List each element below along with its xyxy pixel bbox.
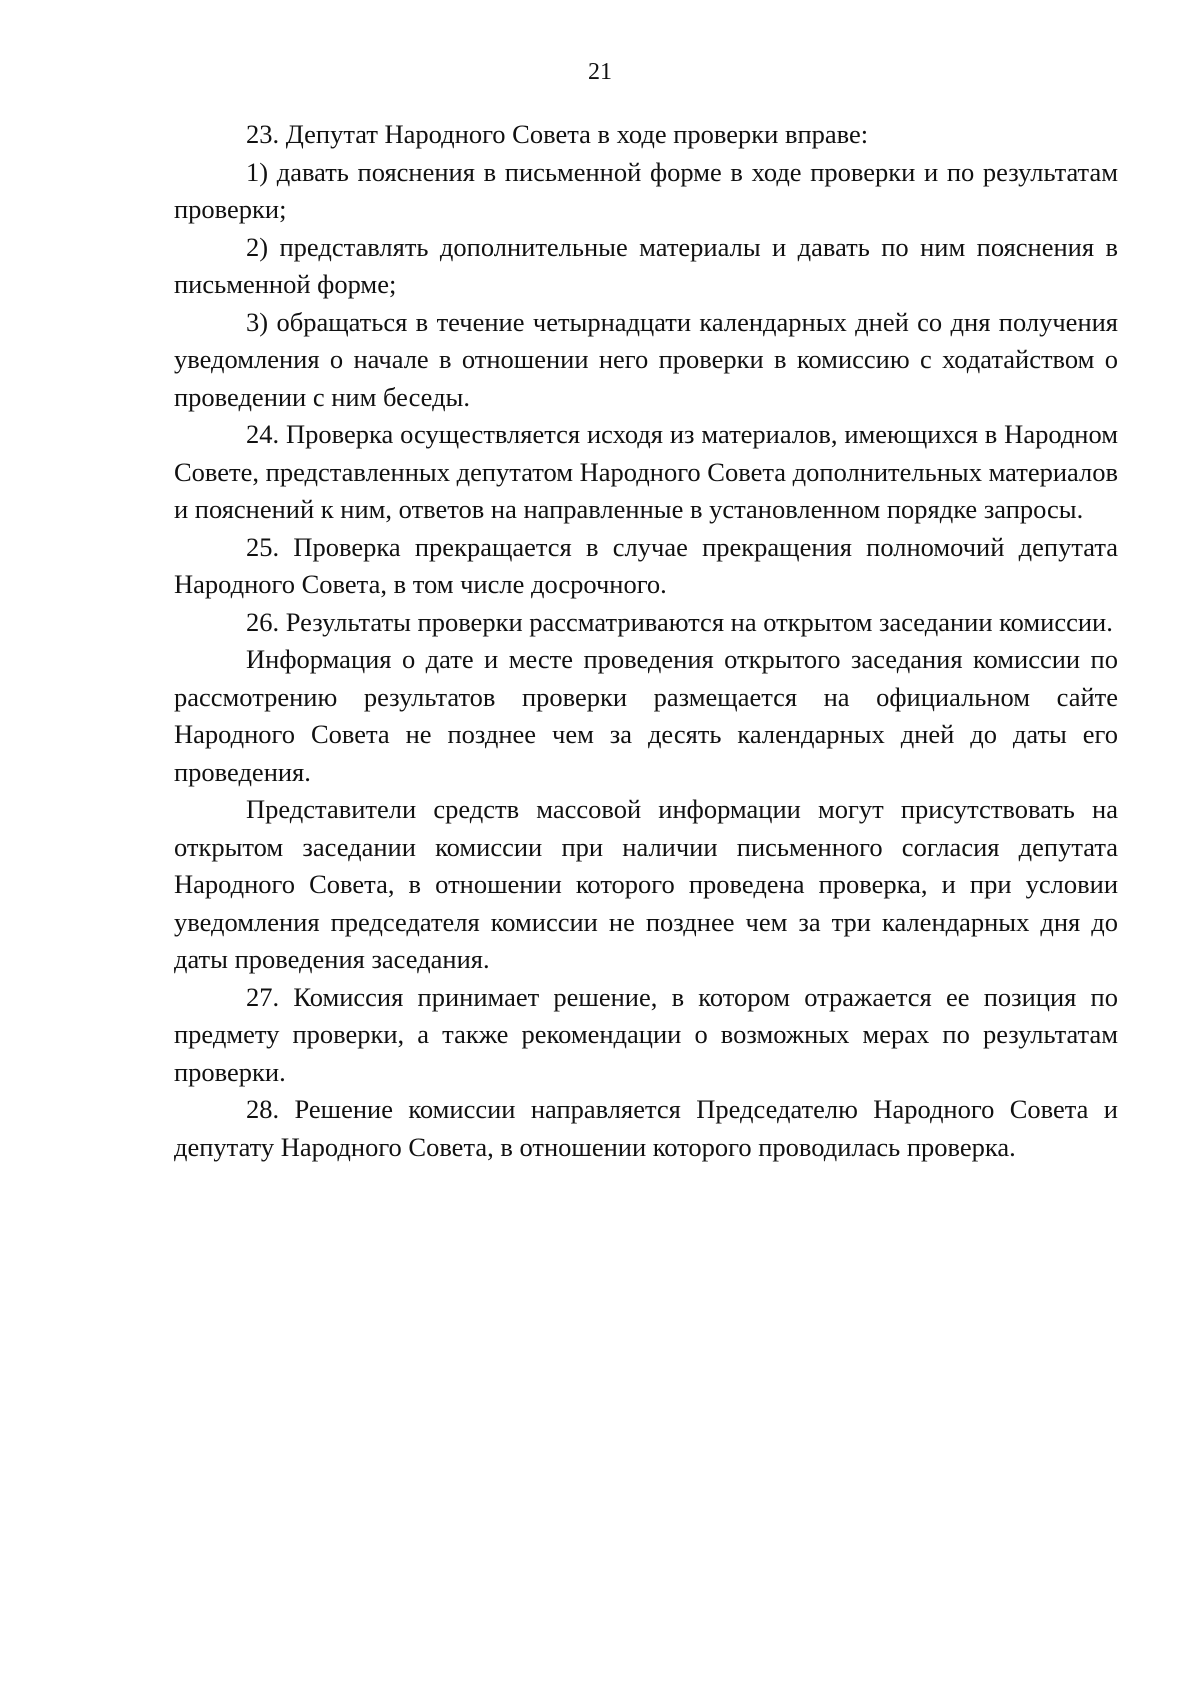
paragraph-subitem-2: 2) представлять дополнительные материалы и давать по ним пояснения в письменной форме;	[174, 231, 1118, 299]
page-number: 21	[588, 59, 612, 85]
paragraph-item-24: 24. Проверка осуществляется исходя из материалов, имеющихся в Народном Совете, представленных депутатом Народного Совета дополнительных материалов и пояснений к ним, ответов на направленные в установленном порядке запросы.	[174, 419, 1118, 524]
paragraph-meeting-info: Информация о дате и месте проведения открытого заседания комиссии по рассмотрению результатов проверки размещается на официальном сайте Народного Совета не позднее чем за десять календарных дней до даты его проведения.	[174, 644, 1118, 787]
document-body	[174, 116, 1118, 1166]
paragraph-subitem-1: 1) давать пояснения в письменной форме в ходе проверки и по результатам проверки;	[174, 156, 1118, 224]
paragraph-item-26: 26. Результаты проверки рассматриваются на открытом заседании комиссии.	[246, 606, 1113, 637]
paragraph-item-25: 25. Проверка прекращается в случае прекращения полномочий депутата Народного Совета, в том числе досрочного.	[174, 531, 1118, 599]
paragraph-subitem-3: 3) обращаться в течение четырнадцати календарных дней со дня получения уведомления о начале в отношении него проверки в комиссию с ходатайством о проведении с ним беседы.	[174, 306, 1118, 412]
paragraph-media-attendance: Представители средств массовой информации могут присутствовать на открытом заседании комиссии при наличии письменного согласия депутата Народного Совета, в отношении которого проведена проверка, и при условии уведомления председателя комиссии не позднее чем за три календарных дня до даты проведения заседания.	[174, 794, 1118, 974]
paragraph-item-23: 23. Депутат Народного Совета в ходе проверки вправе:	[246, 119, 869, 149]
paragraph-item-27: 27. Комиссия принимает решение, в котором отражается ее позиция по предмету проверки, а также рекомендации о возможных мерах по результатам проверки.	[174, 981, 1118, 1087]
paragraph-item-28: 28. Решение комиссии направляется Председателю Народного Совета и депутату Народного Совета, в отношении которого проводилась проверка.	[174, 1094, 1118, 1162]
